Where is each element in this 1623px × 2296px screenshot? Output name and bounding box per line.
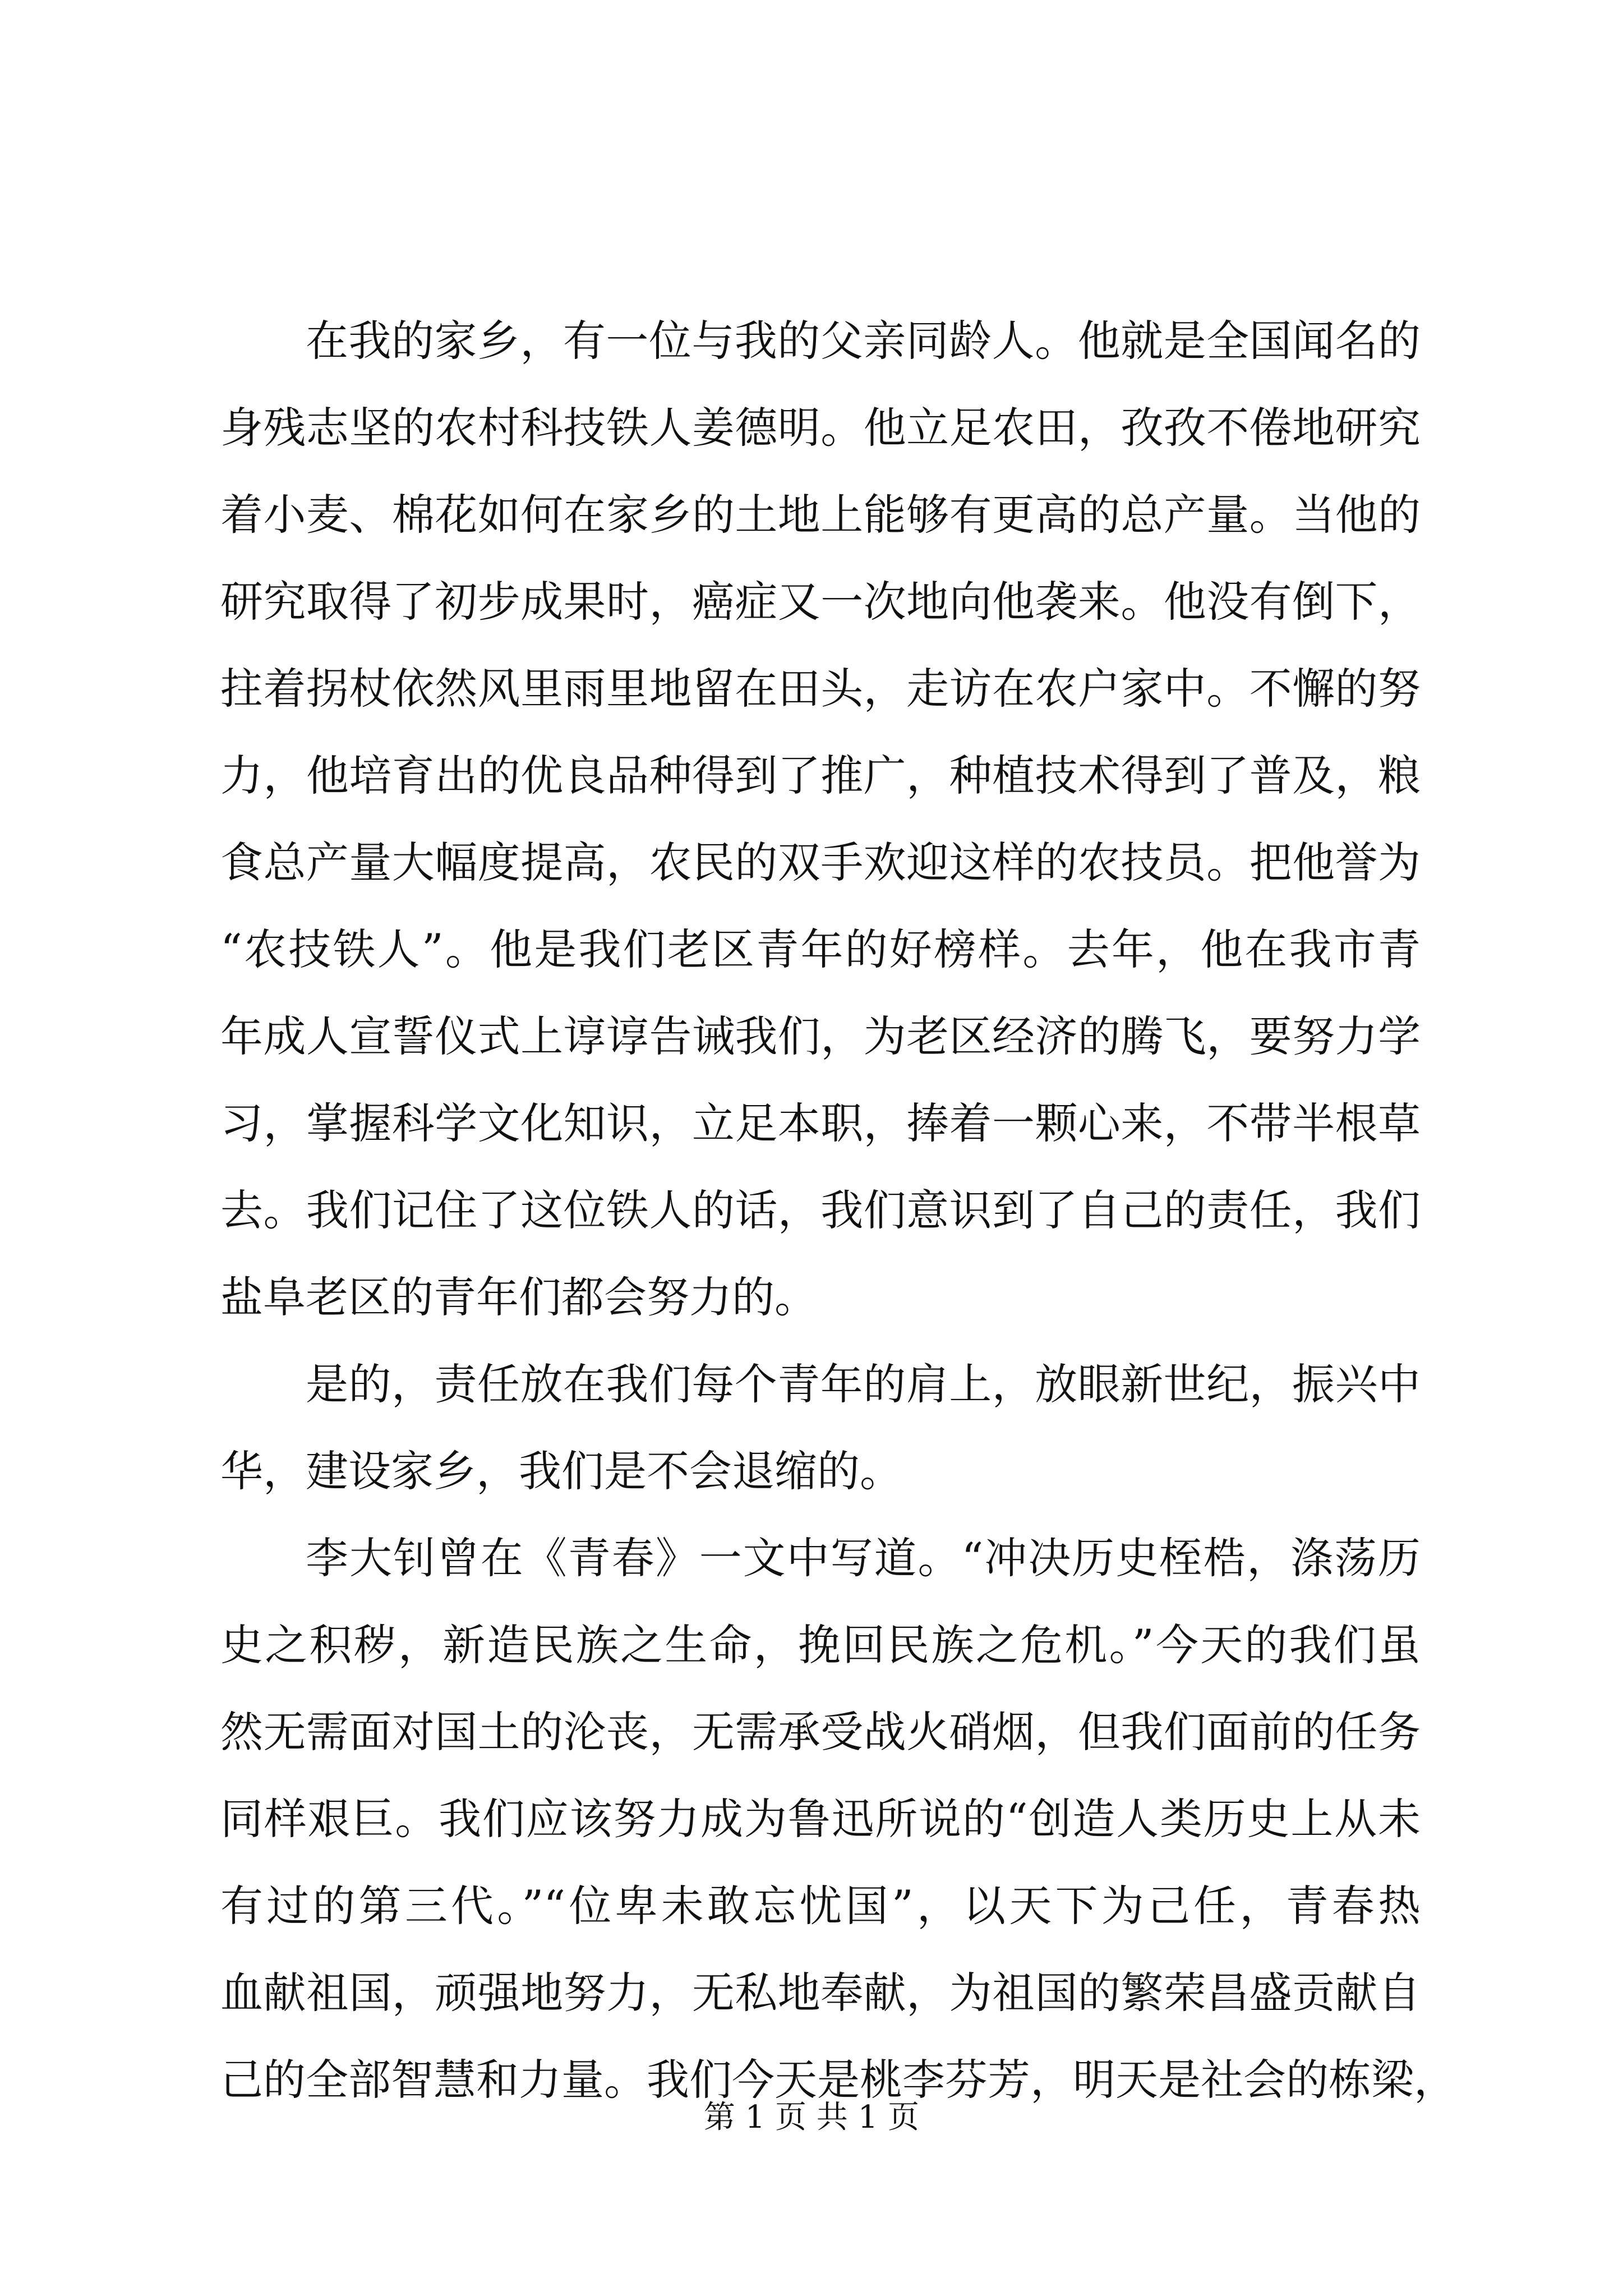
text-line: 是的，责任放在我们每个青年的肩上，放眼新世纪，振兴中 bbox=[306, 1359, 1421, 1409]
text-line: 在我的家乡，有一位与我的父亲同龄人。他就是全国闻名的 bbox=[306, 316, 1421, 366]
text-line: 同样艰巨。我们应该努力成为鲁迅所说的“创造人类历史上从未 bbox=[220, 1794, 1421, 1844]
text-line: 华，建设家乡，我们是不会退缩的。 bbox=[220, 1446, 902, 1496]
text-line: 血献祖国，顽强地努力，无私地奉献，为祖国的繁荣昌盛贡献自 bbox=[220, 1968, 1421, 2018]
text-line: 己的全部智慧和力量。我们今天是桃李芬芳，明天是社会的栋梁， bbox=[220, 2055, 1456, 2105]
text-line: 然无需面对国土的沦丧，无需承受战火硝烟，但我们面前的任务 bbox=[220, 1707, 1421, 1757]
text-line: 李大钊曾在《青春》一文中写道。“冲决历史桎梏，涤荡历 bbox=[306, 1533, 1421, 1583]
text-line: 力，他培育出的优良品种得到了推广，种植技术得到了普及，粮 bbox=[220, 751, 1421, 800]
page-number-footer: 第 1 页 共 1 页 bbox=[703, 2099, 920, 2136]
text-line: 习，掌握科学文化知识，立足本职，捧着一颗心来，不带半根草 bbox=[220, 1098, 1421, 1148]
text-line: 年成人宣誓仪式上谆谆告诫我们，为老区经济的腾飞，要努力学 bbox=[220, 1011, 1421, 1061]
text-line: 身残志坚的农村科技铁人姜德明。他立足农田，孜孜不倦地研究 bbox=[220, 403, 1421, 453]
text-line: “农技铁人”。他是我们老区青年的好榜样。去年，他在我市青 bbox=[220, 924, 1421, 974]
text-line: 着小麦、棉花如何在家乡的土地上能够有更高的总产量。当他的 bbox=[220, 490, 1421, 540]
text-line: 食总产量大幅度提高，农民的双手欢迎这样的农技员。把他誉为 bbox=[220, 838, 1421, 887]
body-text bbox=[220, 297, 1456, 2123]
text-line: 拄着拐杖依然风里雨里地留在田头，走访在农户家中。不懈的努 bbox=[220, 664, 1421, 714]
text-line: 去。我们记住了这位铁人的话，我们意识到了自己的责任，我们 bbox=[220, 1185, 1421, 1235]
text-line: 盐阜老区的青年们都会努力的。 bbox=[220, 1272, 817, 1322]
text-line: 研究取得了初步成果时，癌症又一次地向他袭来。他没有倒下， bbox=[220, 577, 1421, 627]
text-line: 有过的第三代。”“位卑未敢忘忧国”，以天下为己任，青春热 bbox=[220, 1881, 1421, 1931]
text-line: 史之积秽，新造民族之生命，挽回民族之危机。”今天的我们虽 bbox=[220, 1620, 1421, 1670]
